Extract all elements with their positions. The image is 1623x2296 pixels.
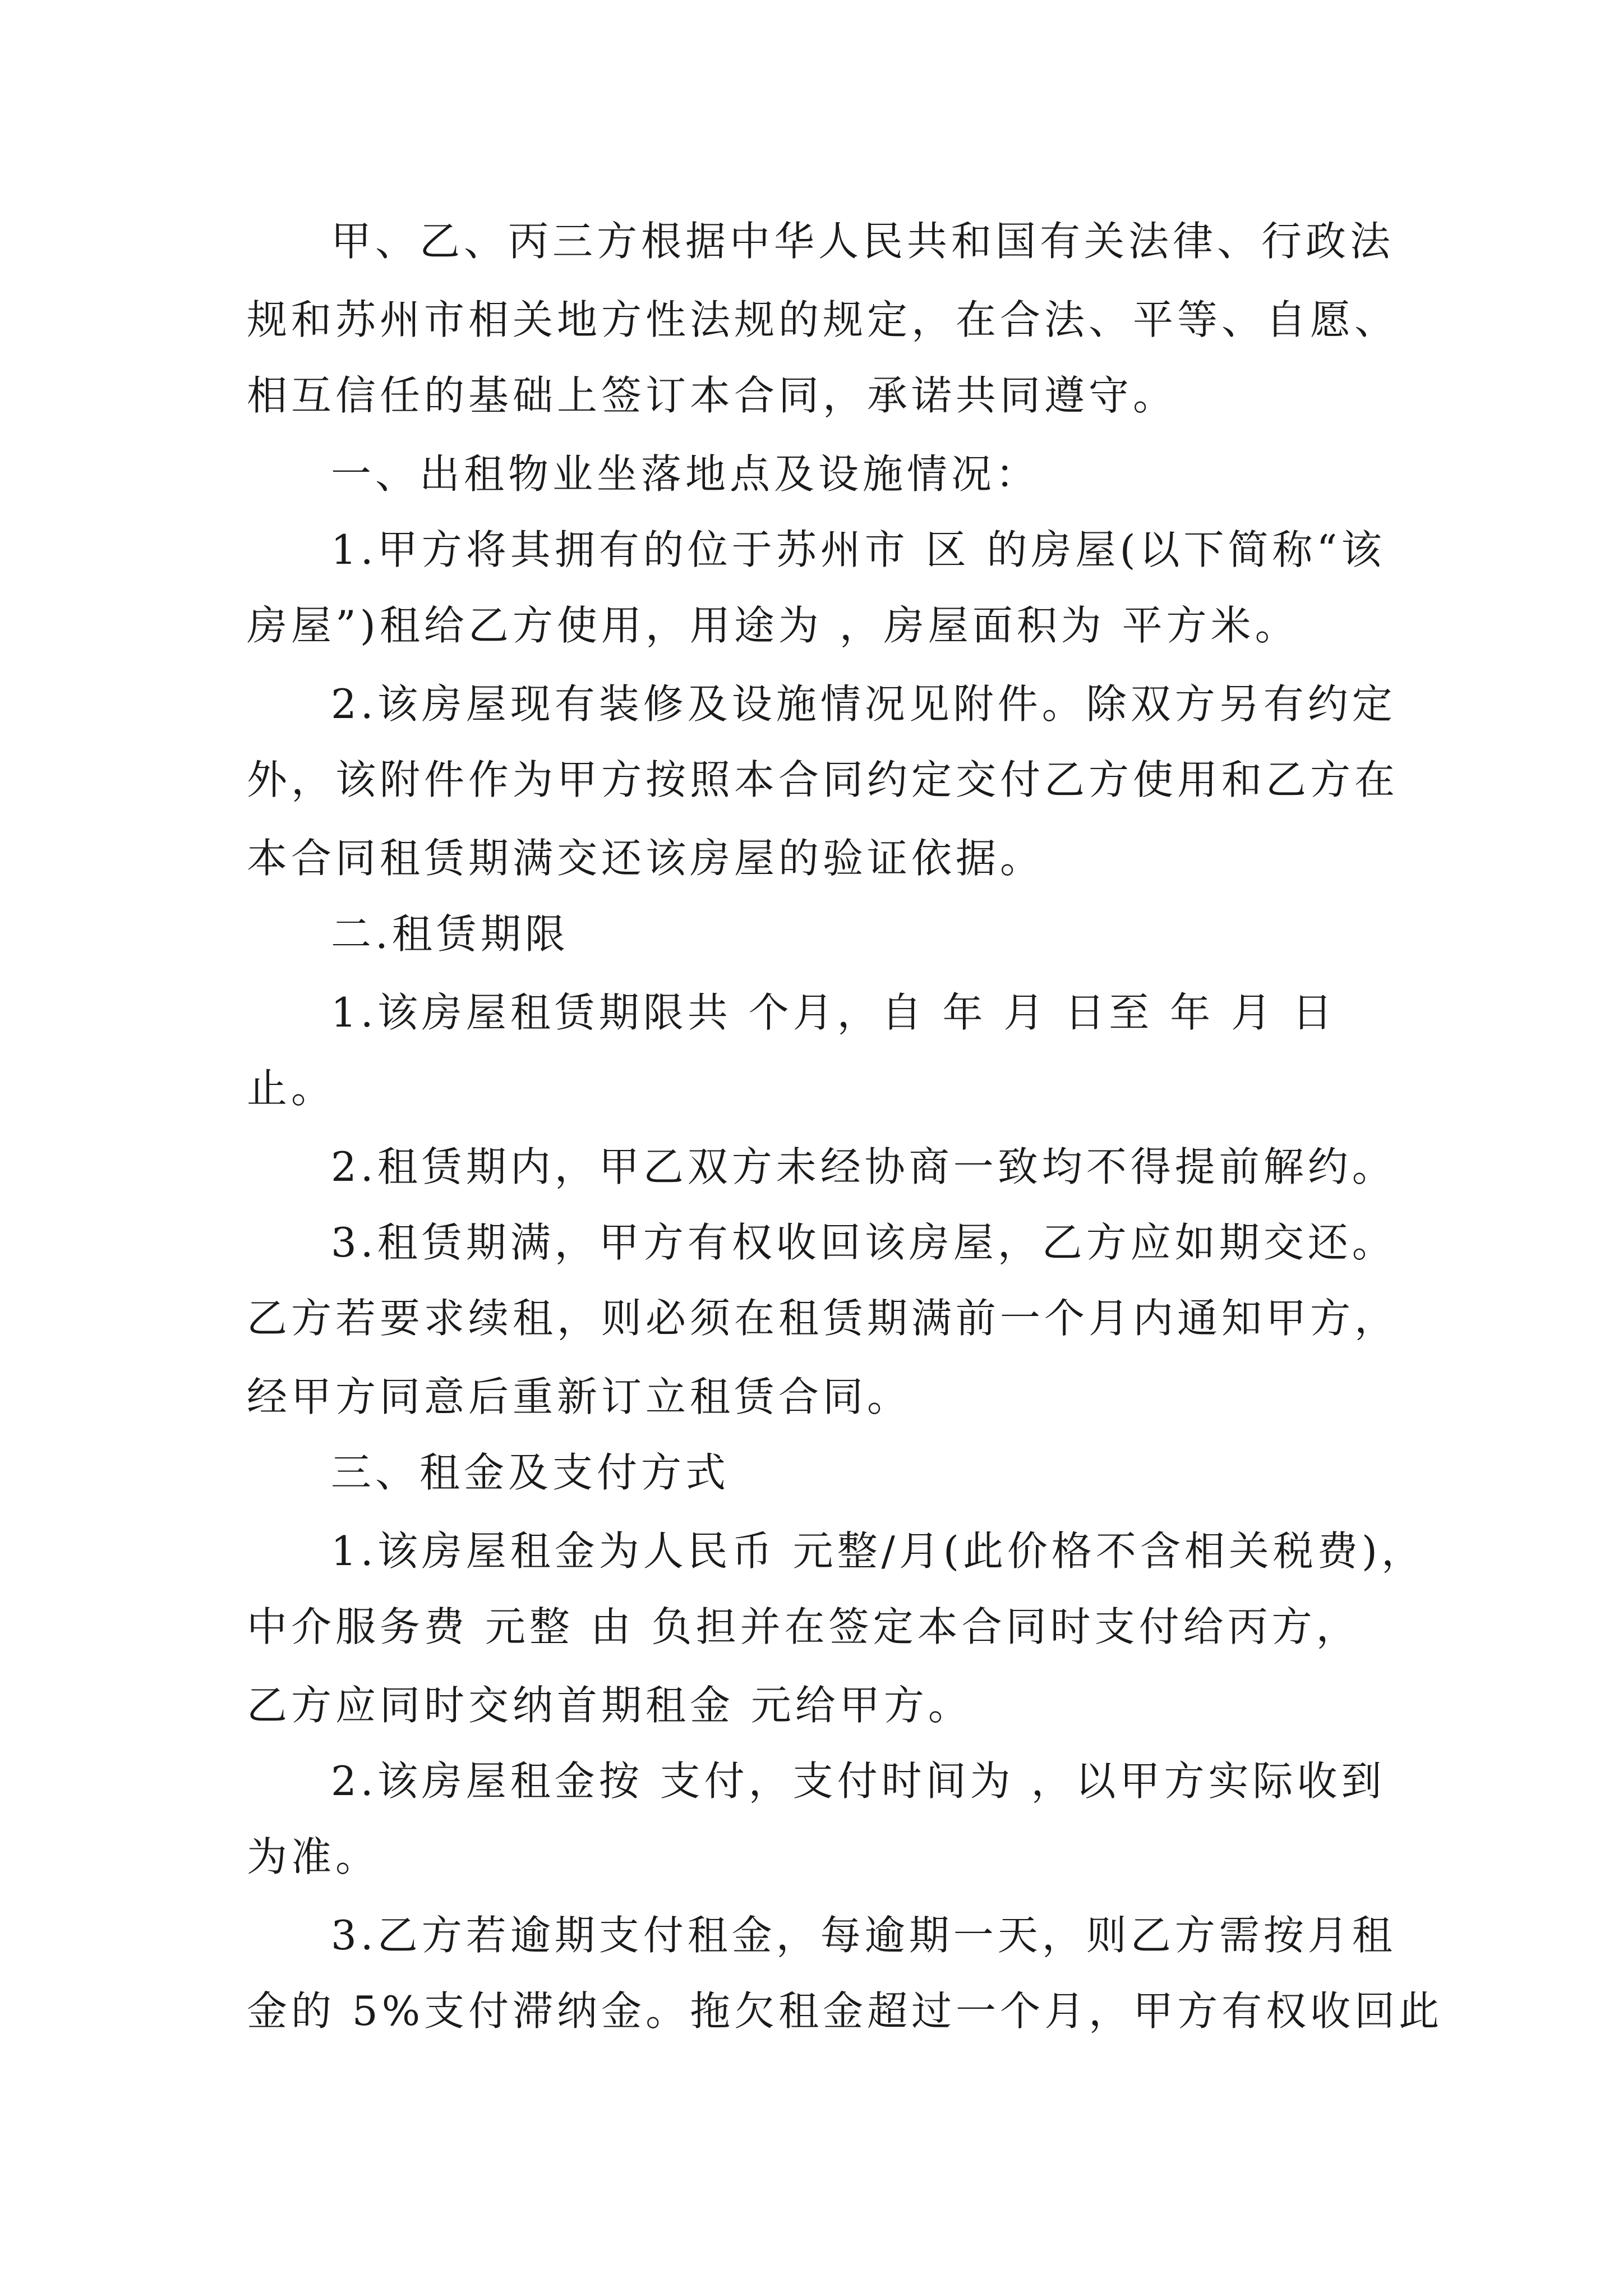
paragraph-line: 2.该房屋现有装修及设施情况见附件。除双方另有约定 xyxy=(331,680,1396,728)
paragraph-line: 经甲方同意后重新订立租赁合同。 xyxy=(247,1373,912,1420)
paragraph-line: 1.该房屋租赁期限共 个月，自 年 月 日至 年 月 日 xyxy=(331,989,1336,1036)
paragraph-line: 3.乙方若逾期支付租金，每逾期一天，则乙方需按月租 xyxy=(331,1912,1396,1959)
paragraph-line: 1.该房屋租金为人民币 元整/月(此价格不含相关税费)， xyxy=(331,1527,1426,1575)
paragraph-line: 1.甲方将其拥有的位于苏州市 区 的房屋(以下简称“该 xyxy=(331,526,1386,573)
paragraph-line: 相互信任的基础上签订本合同，承诺共同遵守。 xyxy=(247,372,1178,419)
paragraph-line: 3.租赁期满，甲方有权收回该房屋，乙方应如期交还。 xyxy=(331,1219,1396,1266)
paragraph-line: 为准。 xyxy=(247,1833,380,1880)
paragraph-line: 中介服务费 元整 由 负担并在签定本合同时支付给丙方， xyxy=(247,1603,1361,1650)
paragraph-line: 止。 xyxy=(247,1065,336,1112)
paragraph-line: 金的 5%支付滞纳金。拖欠租金超过一个月，甲方有权收回此 xyxy=(247,1987,1444,2035)
paragraph-line: 外，该附件作为甲方按照本合同约定交付乙方使用和乙方在 xyxy=(247,756,1399,803)
paragraph-line: 乙方若要求续租，则必须在租赁期满前一个月内通知甲方， xyxy=(247,1295,1399,1342)
paragraph-line: 2.该房屋租金按 支付，支付时间为 ，以甲方实际收到 xyxy=(331,1757,1386,1805)
paragraph-line: 2.租赁期内，甲乙双方未经协商一致均不得提前解约。 xyxy=(331,1143,1396,1190)
section-heading: 二.租赁期限 xyxy=(331,910,569,958)
paragraph-line: 乙方应同时交纳首期租金 元给甲方。 xyxy=(247,1682,972,1729)
section-heading: 一、出租物业坐落地点及设施情况： xyxy=(331,450,1040,498)
paragraph-line: 房屋”)租给乙方使用，用途为 ，房屋面积为 平方米。 xyxy=(247,602,1299,649)
paragraph-line: 规和苏州市相关地方性法规的规定，在合法、平等、自愿、 xyxy=(247,296,1399,343)
paragraph-line: 本合同租赁期满交还该房屋的验证依据。 xyxy=(247,835,1045,882)
paragraph-line: 甲、乙、丙三方根据中华人民共和国有关法律、行政法 xyxy=(331,218,1395,265)
section-heading: 三、租金及支付方式 xyxy=(331,1449,730,1496)
